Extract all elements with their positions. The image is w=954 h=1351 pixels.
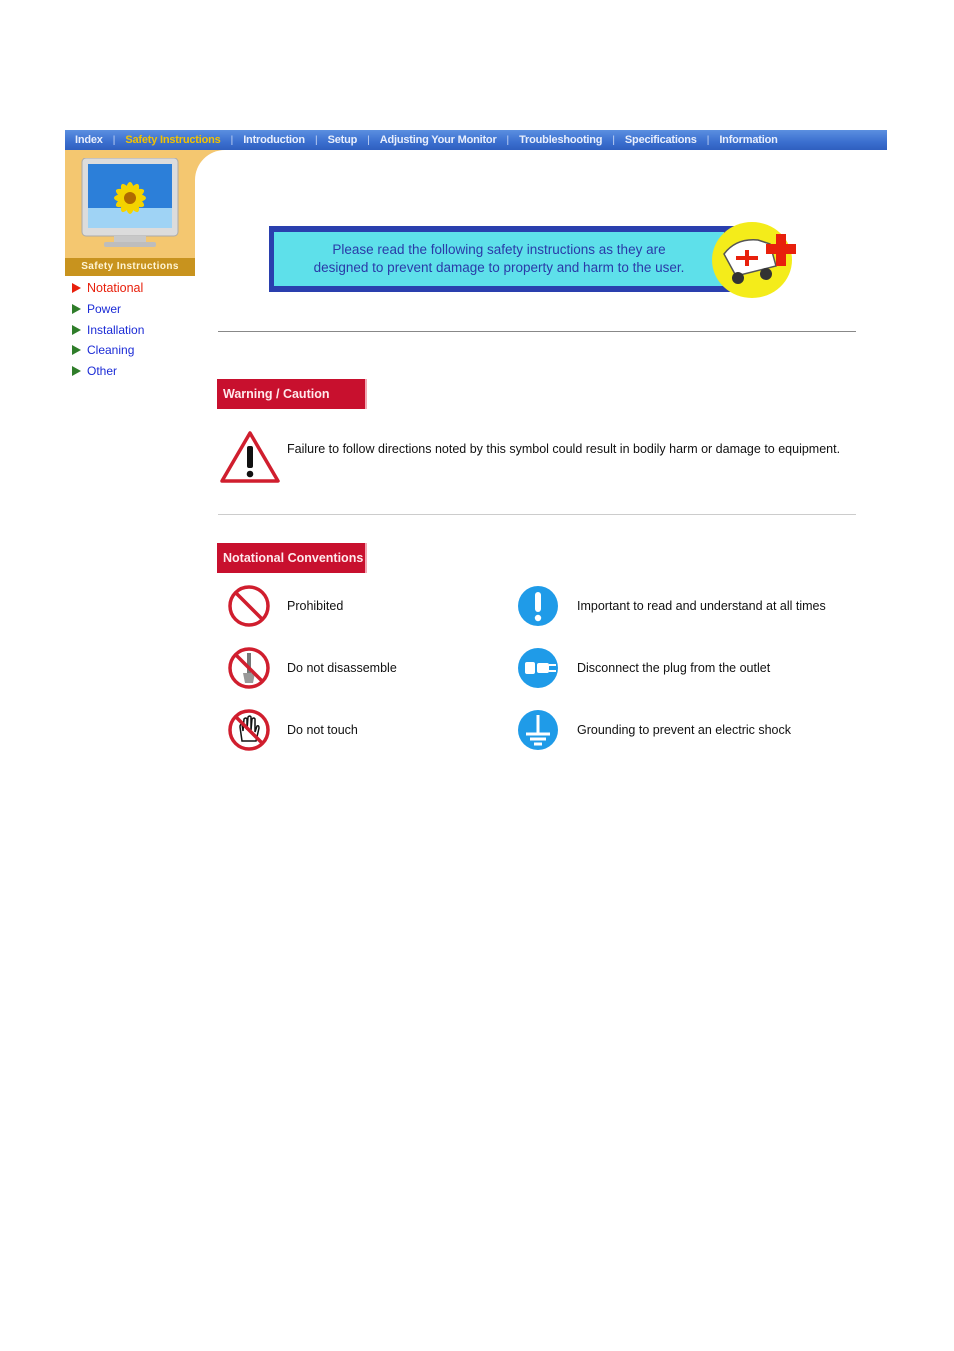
nav-specifications[interactable]: Specifications [624, 134, 697, 146]
monitor-illustration [78, 158, 182, 248]
side-item-installation[interactable] [72, 319, 202, 340]
arrow-right-icon [72, 283, 81, 293]
nav-introduction[interactable]: Introduction [243, 134, 305, 146]
convention-label-grounding: Grounding to prevent an electric shock [577, 723, 792, 737]
intro-line-1: Please read the following safety instructions as they are [332, 242, 666, 257]
side-item-notational[interactable] [72, 278, 202, 299]
divider [218, 514, 856, 515]
grounding-icon [515, 707, 561, 753]
nav-adjusting-your-monitor[interactable]: Adjusting Your Monitor [379, 134, 497, 146]
side-item-other[interactable] [72, 361, 202, 382]
warning-description: Failure to follow directions noted by this symbol could result in bodily harm or damage to equipment. [287, 442, 841, 456]
nav-separator: | [314, 134, 318, 146]
warning-caution-heading: Warning / Caution [217, 379, 367, 409]
convention-label-important: Important to read and understand at all times [577, 599, 826, 613]
intro-line-2: designed to prevent damage to property and harm to the user. [313, 260, 685, 275]
convention-label-do-not-touch: Do not touch [287, 723, 358, 737]
divider [218, 331, 856, 332]
nav-safety-instructions[interactable]: Safety Instructions [125, 134, 221, 146]
side-item-label[interactable]: Other [87, 364, 118, 379]
side-item-label[interactable]: Notational [87, 281, 144, 296]
top-nav-bar [65, 130, 887, 150]
intro-text [274, 232, 724, 286]
nav-index[interactable]: Index [75, 134, 103, 146]
side-item-label[interactable]: Power [87, 302, 122, 317]
nav-separator: | [506, 134, 510, 146]
side-menu [72, 278, 202, 381]
banner-corner-decoration [195, 150, 225, 196]
unplug-icon [515, 645, 561, 691]
convention-label-do-not-disassemble: Do not disassemble [287, 661, 397, 675]
arrow-right-icon [72, 345, 81, 355]
ambulance-icon [706, 214, 810, 304]
side-banner [65, 150, 195, 276]
side-item-cleaning[interactable] [72, 340, 202, 361]
nav-separator: | [706, 134, 710, 146]
side-item-label[interactable]: Cleaning [87, 343, 135, 358]
nav-separator: | [230, 134, 234, 146]
nav-separator: | [367, 134, 370, 146]
nav-troubleshooting[interactable]: Troubleshooting [519, 134, 603, 146]
convention-label-disconnect-plug: Disconnect the plug from the outlet [577, 661, 771, 675]
no-disassemble-icon [226, 645, 272, 691]
arrow-right-icon [72, 304, 81, 314]
nav-setup[interactable]: Setup [327, 134, 358, 146]
side-banner-caption: Safety Instructions [65, 258, 195, 276]
side-item-label[interactable]: Installation [87, 322, 145, 337]
convention-label-prohibited: Prohibited [287, 599, 344, 613]
arrow-right-icon [72, 366, 81, 376]
important-icon [515, 583, 561, 629]
side-item-power[interactable] [72, 299, 202, 320]
nav-separator: | [112, 134, 116, 146]
nav-information[interactable]: Information [719, 134, 778, 146]
no-touch-icon [226, 707, 272, 753]
warning-triangle-icon [219, 430, 281, 484]
nav-separator: | [612, 134, 615, 146]
notational-conventions-heading: Notational Conventions [217, 543, 367, 573]
arrow-right-icon [72, 325, 81, 335]
intro-banner [269, 226, 739, 292]
prohibited-icon [226, 583, 272, 629]
